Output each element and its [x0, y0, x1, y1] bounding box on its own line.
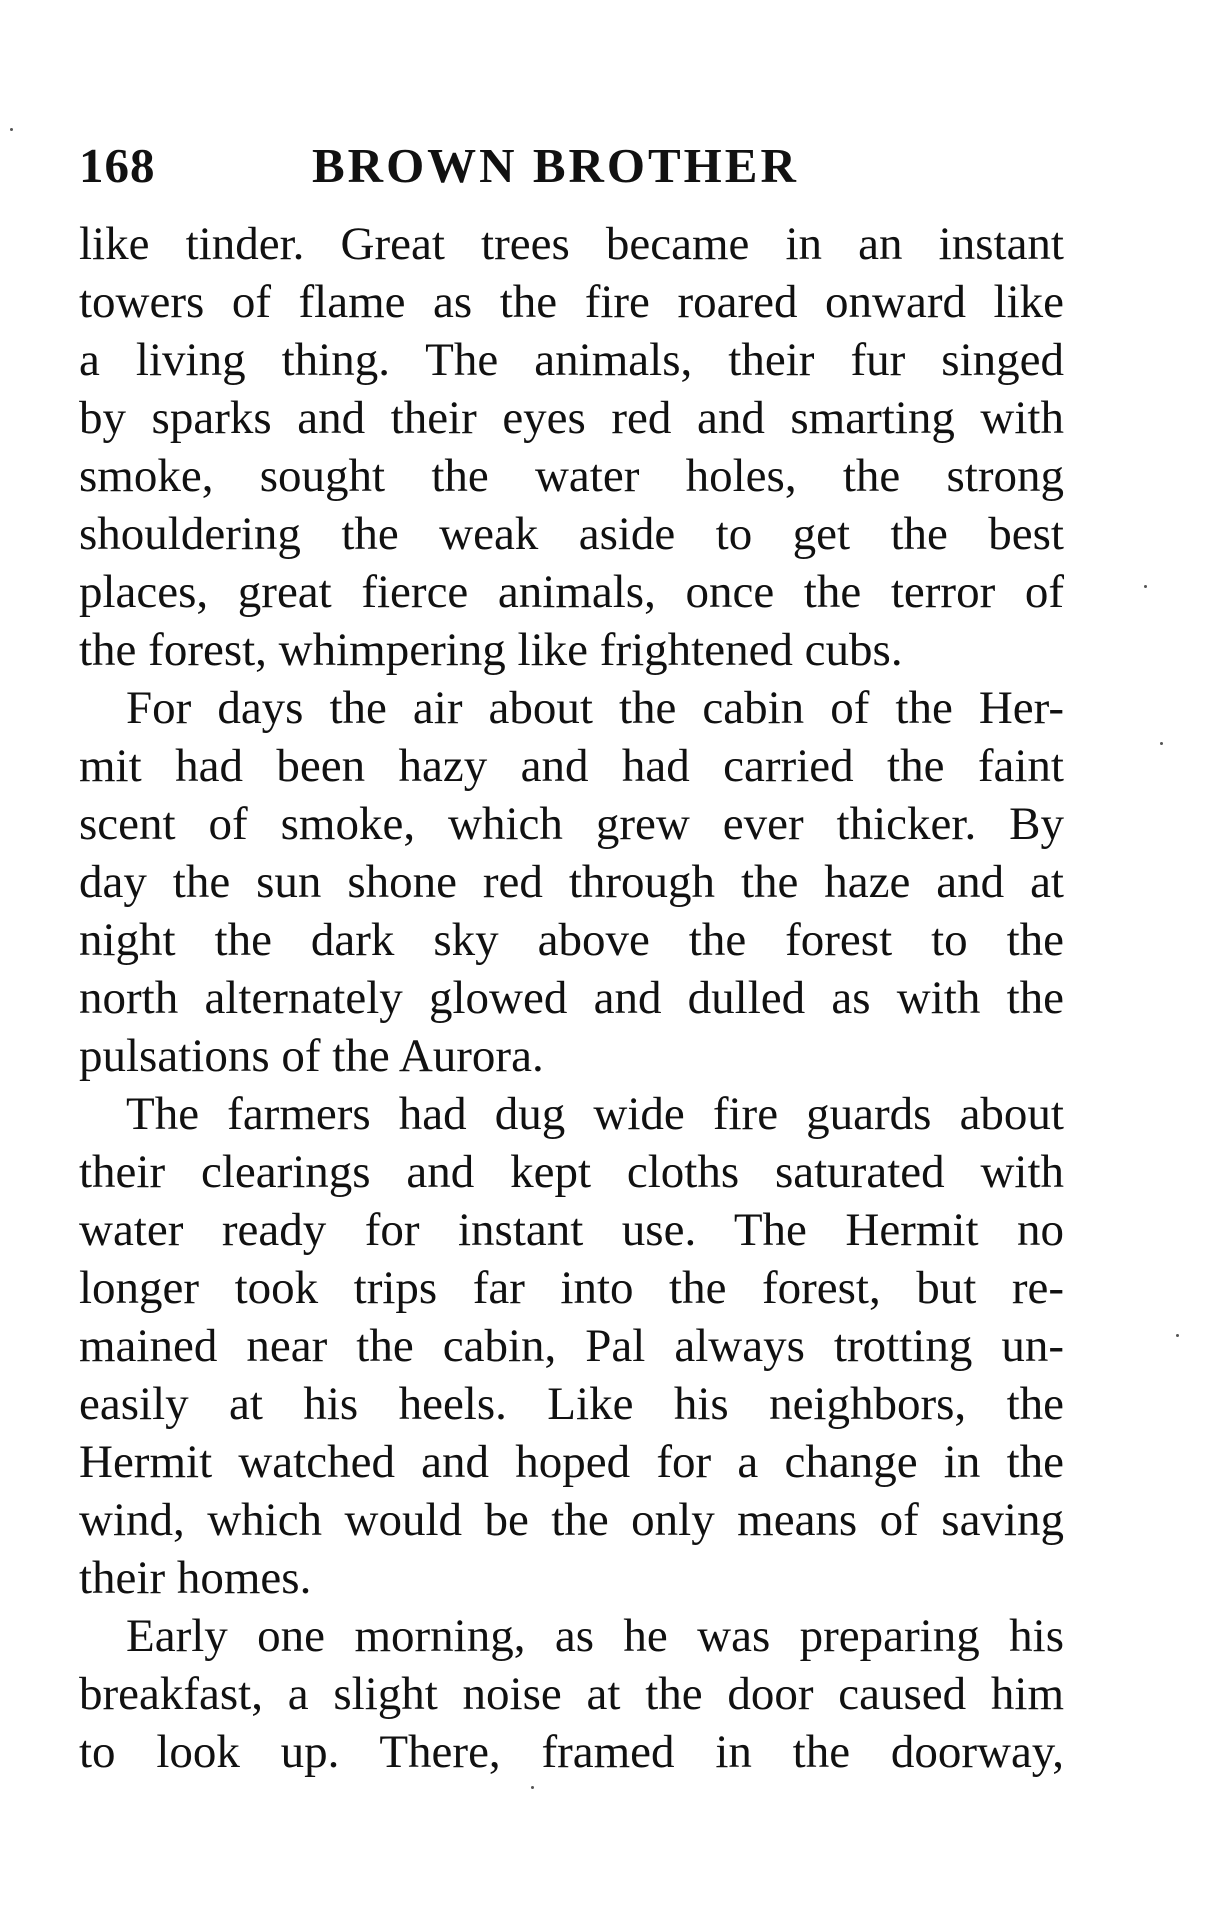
text-line: shouldering the weak aside to get the best: [79, 508, 1064, 560]
text-line: like tinder. Great trees became in an instant: [79, 218, 1064, 270]
text-line: mained near the cabin, Pal always trotting un-: [79, 1320, 1064, 1372]
text-line: For days the air about the cabin of the Her-: [126, 682, 1064, 734]
text-line: The farmers had dug wide fire guards about: [126, 1088, 1064, 1140]
text-line: scent of smoke, which grew ever thicker. By: [79, 798, 1064, 850]
text-line: day the sun shone red through the haze and at: [79, 856, 1064, 908]
text-line: towers of flame as the fire roared onward like: [79, 276, 1064, 328]
text-line: longer took trips far into the forest, but re-: [79, 1262, 1064, 1314]
running-head: BROWN BROTHER: [312, 138, 799, 193]
text-line: mit had been hazy and had carried the faint: [79, 740, 1064, 792]
scan-speck: [531, 1786, 534, 1789]
text-line: by sparks and their eyes red and smarting with: [79, 392, 1064, 444]
text-line: to look up. There, framed in the doorway,: [79, 1726, 1064, 1778]
text-line: easily at his heels. Like his neighbors, the: [79, 1378, 1064, 1430]
scan-speck: [1160, 742, 1163, 745]
scan-speck: [1144, 585, 1147, 588]
page-header: [79, 136, 1079, 196]
scan-speck: [10, 128, 13, 131]
text-line: night the dark sky above the forest to the: [79, 914, 1064, 966]
text-line: pulsations of the Aurora.: [79, 1030, 544, 1082]
text-line: Early one morning, as he was preparing his: [126, 1610, 1064, 1662]
text-line: a living thing. The animals, their fur singed: [79, 334, 1064, 386]
text-line: Hermit watched and hoped for a change in the: [79, 1436, 1064, 1488]
text-line: places, great fierce animals, once the terror of: [79, 566, 1064, 618]
text-line: smoke, sought the water holes, the strong: [79, 450, 1064, 502]
text-line: their clearings and kept cloths saturated with: [79, 1146, 1064, 1198]
text-line: their homes.: [79, 1552, 312, 1604]
text-line: north alternately glowed and dulled as with the: [79, 972, 1064, 1024]
page-number: 168: [79, 138, 156, 193]
scan-speck: [1176, 1334, 1179, 1337]
text-line: the forest, whimpering like frightened cubs.: [79, 624, 903, 676]
text-line: breakfast, a slight noise at the door caused him: [79, 1668, 1064, 1720]
text-line: water ready for instant use. The Hermit no: [79, 1204, 1064, 1256]
text-line: wind, which would be the only means of saving: [79, 1494, 1064, 1546]
